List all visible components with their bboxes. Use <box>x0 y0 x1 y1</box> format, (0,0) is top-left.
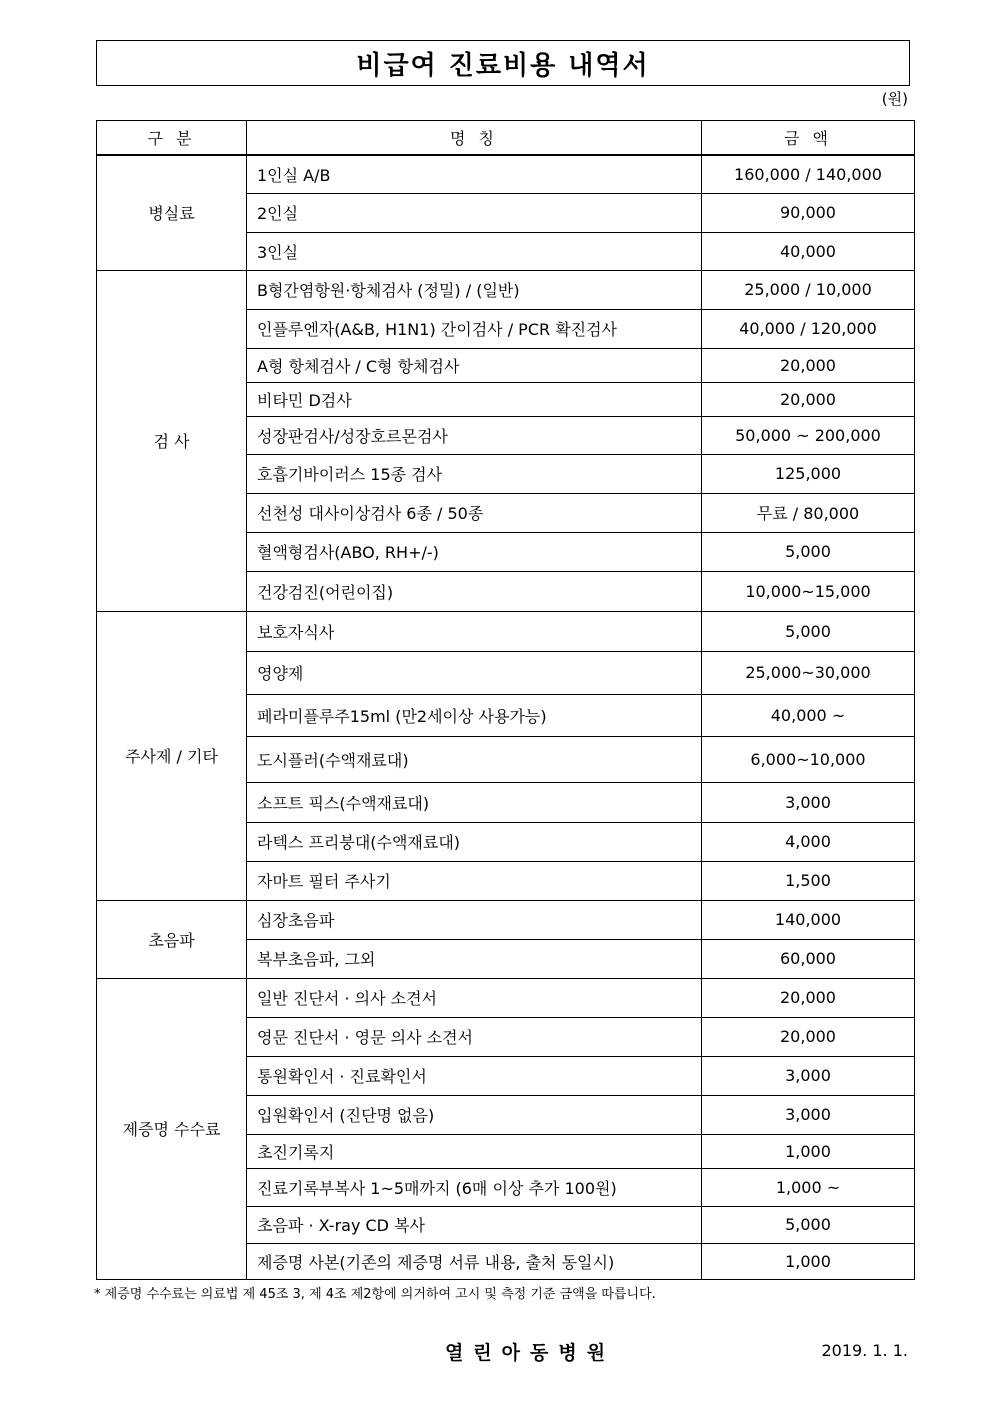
item-name-cell: 3인실 <box>247 232 702 270</box>
item-amount-cell: 1,000 ~ <box>702 1168 915 1206</box>
item-name-cell: 도시플러(수액재료대) <box>247 736 702 782</box>
table-row <box>97 270 915 309</box>
item-amount-cell: 60,000 <box>702 939 915 978</box>
item-amount-cell: 6,000~10,000 <box>702 736 915 782</box>
item-amount-cell: 3,000 <box>702 1056 915 1095</box>
item-name-cell: 보호자식사 <box>247 611 702 651</box>
item-name-cell: 비타민 D검사 <box>247 382 702 416</box>
item-name-cell: 영양제 <box>247 651 702 694</box>
item-amount-cell: 25,000~30,000 <box>702 651 915 694</box>
item-amount-cell: 5,000 <box>702 611 915 651</box>
item-name-cell: 복부초음파, 그외 <box>247 939 702 978</box>
item-name-cell: A형 항체검사 / C형 항체검사 <box>247 348 702 382</box>
item-amount-cell: 1,500 <box>702 861 915 900</box>
table-header-row <box>97 121 915 156</box>
item-name-cell: 혈액형검사(ABO, RH+/-) <box>247 532 702 571</box>
category-cell: 주사제 / 기타 <box>97 611 247 900</box>
item-amount-cell: 160,000 / 140,000 <box>702 155 915 193</box>
footnote: * 제증명 수수료는 의료법 제 45조 3, 제 4조 제2항에 의거하여 고시 및 측정 기준 금액을 따릅니다. <box>94 1287 656 1302</box>
item-name-cell: 성장판검사/성장호르몬검사 <box>247 416 702 454</box>
table-row <box>97 611 915 651</box>
item-name-cell: 인플루엔자(A&B, H1N1) 간이검사 / PCR 확진검사 <box>247 309 702 348</box>
item-amount-cell: 50,000 ~ 200,000 <box>702 416 915 454</box>
item-name-cell: 페라미플루주15ml (만2세이상 사용가능) <box>247 694 702 736</box>
item-amount-cell: 무료 / 80,000 <box>702 493 915 532</box>
item-name-cell: 초음파 · X-ray CD 복사 <box>247 1206 702 1243</box>
item-name-cell: 영문 진단서 · 영문 의사 소견서 <box>247 1017 702 1056</box>
item-amount-cell: 20,000 <box>702 978 915 1017</box>
item-name-cell: 호흡기바이러스 15종 검사 <box>247 454 702 493</box>
category-cell: 병실료 <box>97 155 247 270</box>
item-name-cell: 선천성 대사이상검사 6종 / 50종 <box>247 493 702 532</box>
category-cell: 검 사 <box>97 270 247 611</box>
category-cell: 초음파 <box>97 900 247 978</box>
item-amount-cell: 40,000 <box>702 232 915 270</box>
item-name-cell: 초진기록지 <box>247 1134 702 1168</box>
item-amount-cell: 1,000 <box>702 1243 915 1279</box>
item-amount-cell: 3,000 <box>702 1095 915 1134</box>
table-row <box>97 978 915 1017</box>
item-amount-cell: 5,000 <box>702 532 915 571</box>
table-row <box>97 900 915 939</box>
item-name-cell: 입원확인서 (진단명 없음) <box>247 1095 702 1134</box>
fee-table-body <box>97 155 915 1279</box>
item-name-cell: 자마트 필터 주사기 <box>247 861 702 900</box>
category-cell: 제증명 수수료 <box>97 978 247 1279</box>
item-name-cell: 라텍스 프리붕대(수액재료대) <box>247 822 702 861</box>
item-name-cell: B형간염항원·항체검사 (정밀) / (일반) <box>247 270 702 309</box>
item-name-cell: 통원확인서 · 진료확인서 <box>247 1056 702 1095</box>
issue-date: 2019. 1. 1. <box>821 1341 908 1360</box>
item-amount-cell: 25,000 / 10,000 <box>702 270 915 309</box>
item-name-cell: 일반 진단서 · 의사 소견서 <box>247 978 702 1017</box>
item-amount-cell: 4,000 <box>702 822 915 861</box>
item-name-cell: 1인실 A/B <box>247 155 702 193</box>
item-name-cell: 진료기록부복사 1~5매까지 (6매 이상 추가 100원) <box>247 1168 702 1206</box>
header-category: 구 분 <box>97 121 247 156</box>
fee-table <box>96 120 915 1280</box>
item-amount-cell: 90,000 <box>702 193 915 232</box>
item-amount-cell: 125,000 <box>702 454 915 493</box>
item-amount-cell: 40,000 ~ <box>702 694 915 736</box>
item-amount-cell: 5,000 <box>702 1206 915 1243</box>
item-amount-cell: 3,000 <box>702 782 915 822</box>
hospital-name: 열린아동병원 <box>444 1342 616 1364</box>
item-amount-cell: 40,000 / 120,000 <box>702 309 915 348</box>
header-amount: 금 액 <box>702 121 915 156</box>
item-amount-cell: 20,000 <box>702 382 915 416</box>
item-name-cell: 2인실 <box>247 193 702 232</box>
item-name-cell: 소프트 픽스(수액재료대) <box>247 782 702 822</box>
item-name-cell: 제증명 사본(기존의 제증명 서류 내용, 출처 동일시) <box>247 1243 702 1279</box>
item-amount-cell: 140,000 <box>702 900 915 939</box>
item-amount-cell: 1,000 <box>702 1134 915 1168</box>
item-name-cell: 건강검진(어린이집) <box>247 571 702 611</box>
document-title-text: 비급여 진료비용 내역서 <box>356 50 650 81</box>
document-title <box>96 40 910 86</box>
header-name: 명 칭 <box>247 121 702 156</box>
item-name-cell: 심장초음파 <box>247 900 702 939</box>
table-row <box>97 155 915 193</box>
currency-unit: (원) <box>881 90 908 108</box>
item-amount-cell: 20,000 <box>702 348 915 382</box>
item-amount-cell: 10,000~15,000 <box>702 571 915 611</box>
item-amount-cell: 20,000 <box>702 1017 915 1056</box>
